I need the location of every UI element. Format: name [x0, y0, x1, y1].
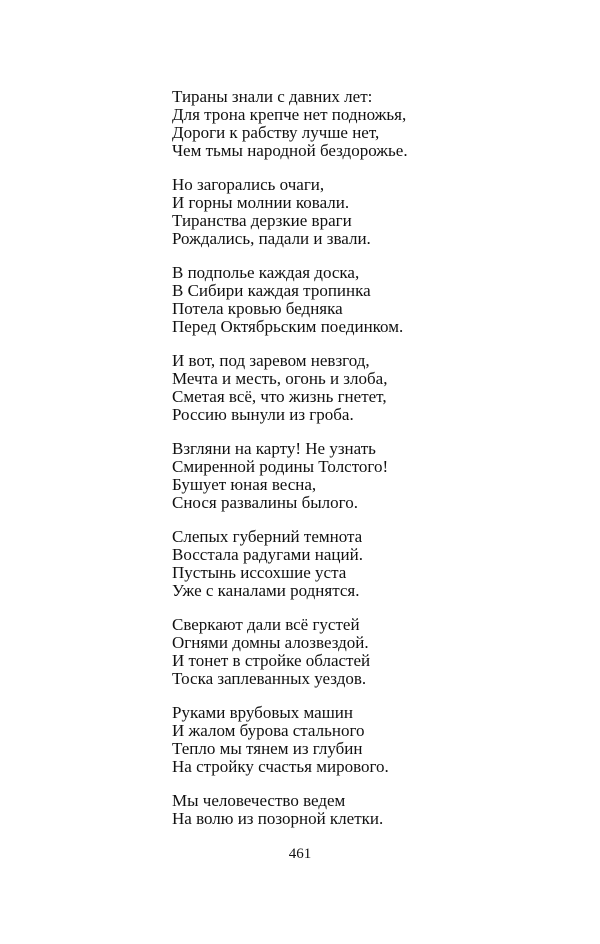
stanza-8 [172, 704, 572, 776]
poem-line: Восстала радугами наций. [172, 545, 363, 564]
poem-line: Перед Октябрьским поединком. [172, 317, 404, 336]
poem-line: Уже с каналами роднятся. [172, 581, 360, 600]
poem-line: Смиренной родины Толстого! [172, 457, 389, 476]
poem-line: На волю из позорной клетки. [172, 809, 384, 828]
poem-line: Сметая всё, что жизнь гнетет, [172, 387, 387, 406]
poem-line: Мы человечество ведем [172, 791, 346, 810]
stanza-9 [172, 792, 572, 828]
poem-line: Снося развалины былого. [172, 493, 358, 512]
poem-line: И жалом бурова стального [172, 721, 365, 740]
poem-line: Взгляни на карту! Не узнать [172, 439, 376, 458]
poem-line: И вот, под заревом невзгод, [172, 351, 370, 370]
poem-line: Руками врубовых машин [172, 703, 354, 722]
poem-line: Потела кровью бедняка [172, 299, 343, 318]
stanza-5 [172, 440, 572, 512]
poem-line: Бушует юная весна, [172, 475, 317, 494]
poem-line: Слепых губерний темнота [172, 527, 363, 546]
poem-line: Но загорались очаги, [172, 175, 325, 194]
poem-line: Сверкают дали всё густей [172, 615, 360, 634]
poem-line: Мечта и месть, огонь и злоба, [172, 369, 388, 388]
poem-line: Тепло мы тянем из глубин [172, 739, 363, 758]
stanza-4 [172, 352, 572, 424]
poem-line: Дороги к рабству лучше нет, [172, 123, 380, 142]
stanza-2 [172, 176, 572, 248]
poem-text [172, 88, 572, 844]
poem-line: И горны молнии ковали. [172, 193, 350, 212]
poem-line: На стройку счастья мирового. [172, 757, 389, 776]
stanza-7 [172, 616, 572, 688]
poem-line: Чем тьмы народной бездорожье. [172, 141, 408, 160]
poem-line: Тиранства дерзкие враги [172, 211, 352, 230]
poem-line: Тоска заплеванных уездов. [172, 669, 367, 688]
poem-line: И тонет в стройке областей [172, 651, 371, 670]
poem-line: Рождались, падали и звали. [172, 229, 371, 248]
stanza-3 [172, 264, 572, 336]
poem-line: Для трона крепче нет подножья, [172, 105, 407, 124]
stanza-6 [172, 528, 572, 600]
poem-line: Россию вынули из гроба. [172, 405, 354, 424]
poem-line: Пустынь иссохшие уста [172, 563, 347, 582]
poem-line: Тираны знали с давних лет: [172, 87, 373, 106]
stanza-1 [172, 88, 572, 160]
poem-line: В Сибири каждая тропинка [172, 281, 371, 300]
poem-line: В подполье каждая доска, [172, 263, 360, 282]
poem-line: Огнями домны алозвездой. [172, 633, 369, 652]
page-number: 461 [288, 846, 312, 862]
